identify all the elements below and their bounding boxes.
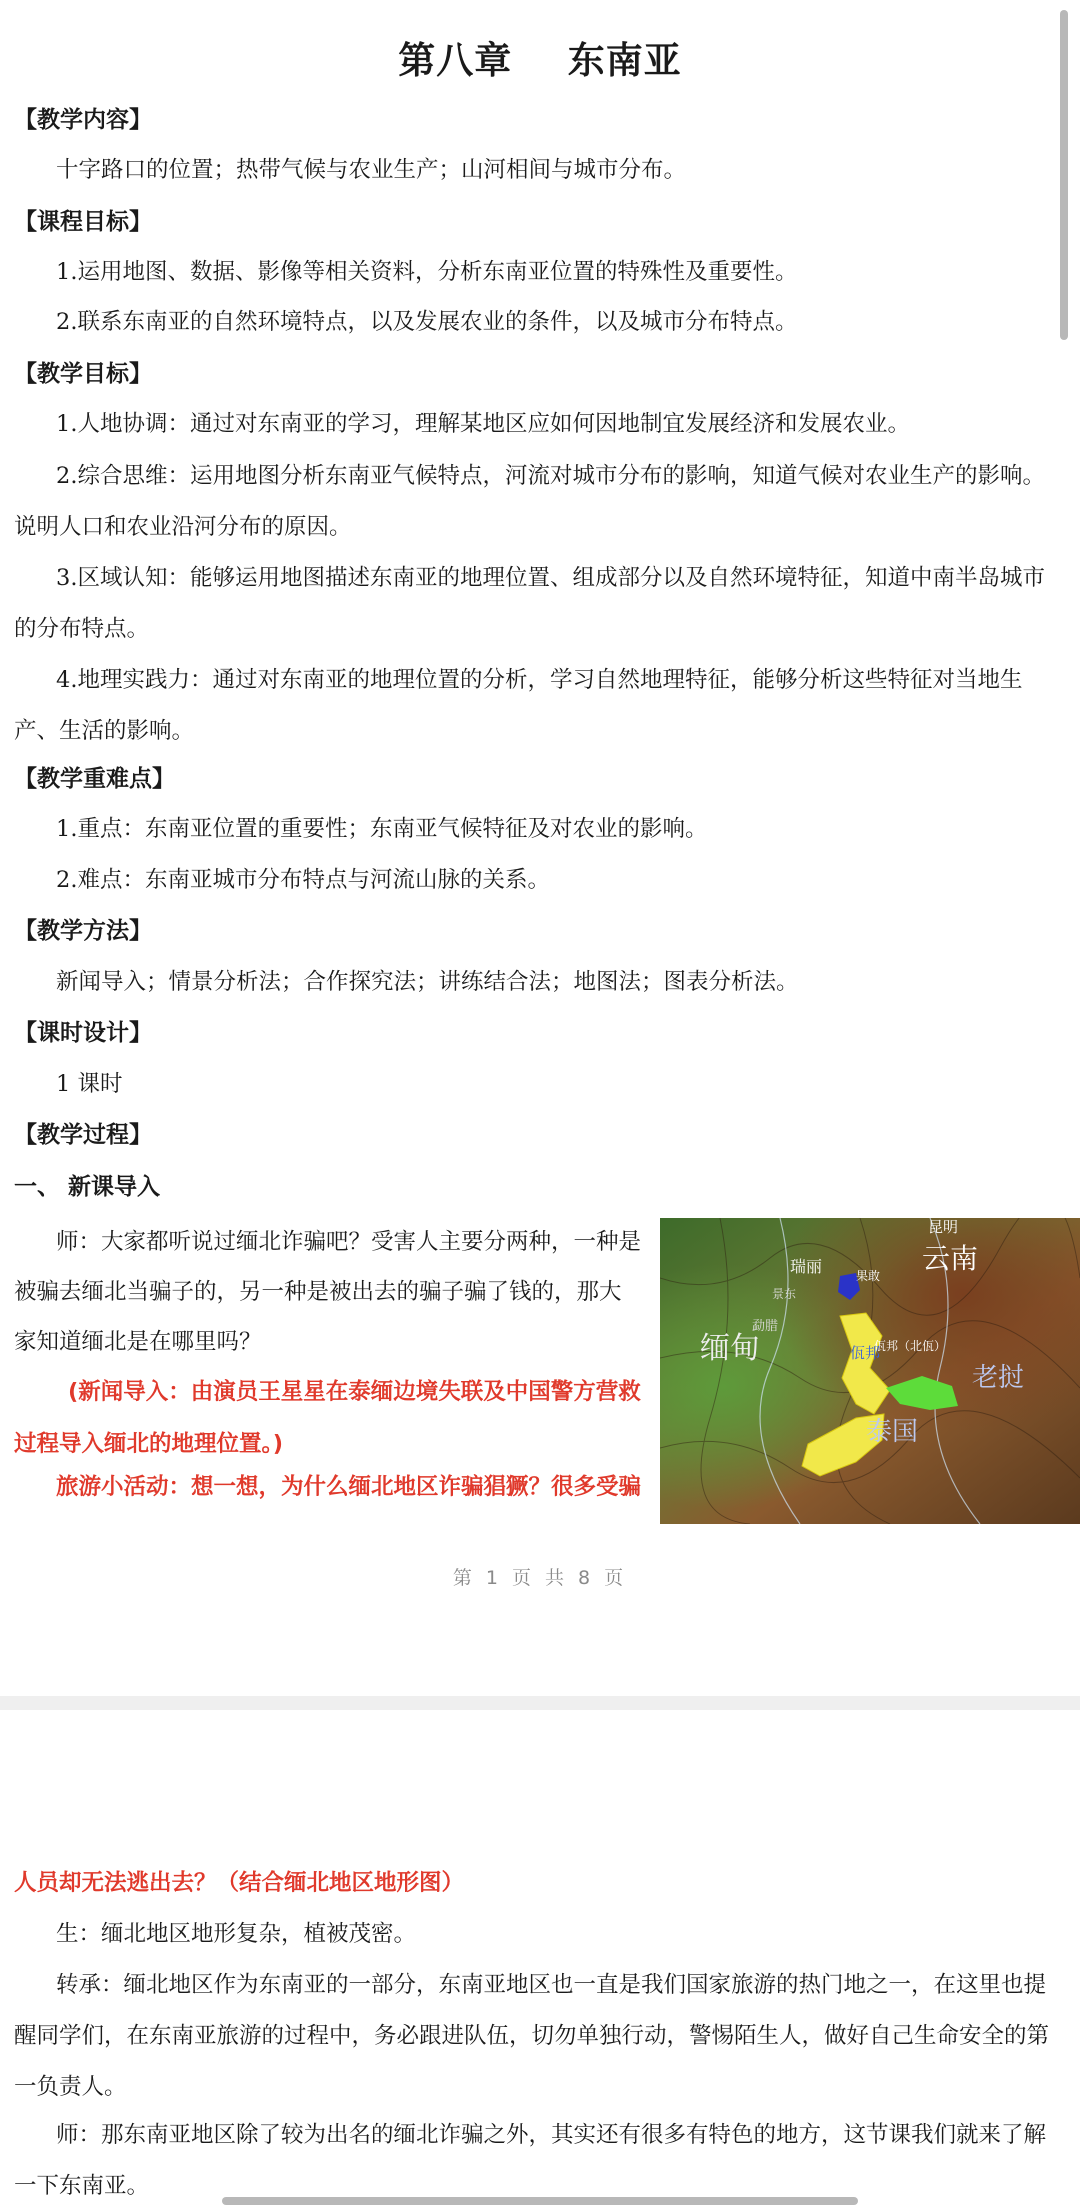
- map-label-jingdong: 景东: [772, 1287, 797, 1301]
- teacher-lead-text: 师：那东南亚地区除了较为出名的缅北诈骗之外，其实还有很多有特色的地方，这节课我们就来了解一下东南亚。: [14, 2122, 1047, 2199]
- teaching-goal-item: 3.区域认知：能够运用地图描述东南亚的地理位置、组成部分以及自然环境特征，知道中南半岛城市的分布特点。: [14, 565, 1045, 642]
- heading-methods: 【教学方法】: [14, 918, 152, 944]
- map-label-ruili: 瑞丽: [790, 1257, 823, 1276]
- teaching-goal-item: 2.综合思维：运用地图分析东南亚气候特点，河流对城市分布的影响，知道气候对农业生产的影响。说明人口和农业沿河分布的原因。: [14, 463, 1045, 540]
- key-point-item: 2.难点：东南亚城市分布特点与河流山脉的关系。: [56, 867, 550, 893]
- teaching-goal-item: 1.人地协调：通过对东南亚的学习，理解某地区应如何因地制宜发展经济和发展农业。: [56, 411, 910, 437]
- vertical-scrollbar[interactable]: [1060, 10, 1068, 340]
- map-label-thailand: 泰国: [866, 1417, 919, 1447]
- teaching-content-text: 十字路口的位置；热带气候与农业生产；山河相间与城市分布。: [56, 157, 687, 183]
- section-heading: 一、 新课导入: [14, 1174, 161, 1200]
- news-intro-note: (新闻导入：由演员王星星在泰缅边境失联及中国警方营救过程导入缅北的地理位置。): [14, 1379, 641, 1457]
- map-label-myanmar: 缅甸: [700, 1331, 760, 1366]
- heading-period: 【课时设计】: [14, 1020, 152, 1046]
- heading-process: 【教学过程】: [14, 1122, 152, 1148]
- map-label-yunnan: 云南: [922, 1242, 979, 1275]
- period-text: 1 课时: [56, 1071, 123, 1097]
- teaching-goal-item: 4.地理实践力：通过对东南亚的地理位置的分析，学习自然地理特征，能够分析这些特征对当地生产、生活的影响。: [14, 667, 1023, 744]
- heading-course-goals: 【课程目标】: [14, 209, 152, 235]
- course-goal-item: 1.运用地图、数据、影像等相关资料，分析东南亚位置的特殊性及重要性。: [56, 259, 798, 285]
- page-title: 第八章 东南亚: [398, 39, 682, 82]
- heading-teaching-goals: 【教学目标】: [14, 361, 152, 387]
- map-label-laos: 老挝: [972, 1363, 1025, 1393]
- map-label-kunming: 昆明: [928, 1218, 959, 1236]
- heading-teaching-content: 【教学内容】: [14, 107, 152, 133]
- key-point-item: 1.重点：东南亚位置的重要性；东南亚气候特征及对农业的影响。: [56, 816, 708, 842]
- page-footer: 第 1 页 共 8 页: [452, 1567, 628, 1589]
- transition-text: 转承：缅北地区作为东南亚的一部分，东南亚地区也一直是我们国家旅游的热门地之一，在这里也提醒同学们，在东南亚旅游的过程中，务必跟进队伍，切勿单独行动，警惕陌生人，做好自己生命安全的第一负责人。: [14, 1972, 1050, 2100]
- document-page-2: [0, 1710, 1080, 2211]
- map-label-mengla: 勐腊: [752, 1319, 779, 1334]
- horizontal-scrollbar[interactable]: [222, 2197, 858, 2205]
- travel-activity-continuation: 人员却无法逃出去？（结合缅北地区地形图）: [14, 1870, 465, 1896]
- page-gap: [0, 1696, 1080, 1710]
- north-myanmar-terrain-map: [660, 1218, 1080, 1524]
- course-goal-item: 2.联系东南亚的自然环境特点，以及发展农业的条件，以及城市分布特点。: [56, 309, 798, 335]
- map-label-wa: 佤邦: [850, 1344, 881, 1362]
- map-label-wa-north: 佤邦（北佤）: [874, 1339, 947, 1353]
- map-label-guogan: 果敢: [856, 1269, 881, 1283]
- travel-activity-note: 旅游小活动：想一想，为什么缅北地区诈骗猖獗？很多受骗: [56, 1474, 642, 1500]
- teacher-intro-text: 师：大家都听说过缅北诈骗吧？受害人主要分两种，一种是被骗去缅北当骗子的，另一种是被出去的骗子骗了钱的，那大家知道缅北是在哪里吗？: [14, 1229, 642, 1355]
- heading-key-points: 【教学重难点】: [14, 766, 175, 792]
- student-answer-text: 生：缅北地区地形复杂，植被茂密。: [56, 1921, 417, 1947]
- methods-text: 新闻导入；情景分析法；合作探究法；讲练结合法；地图法；图表分析法。: [56, 969, 799, 995]
